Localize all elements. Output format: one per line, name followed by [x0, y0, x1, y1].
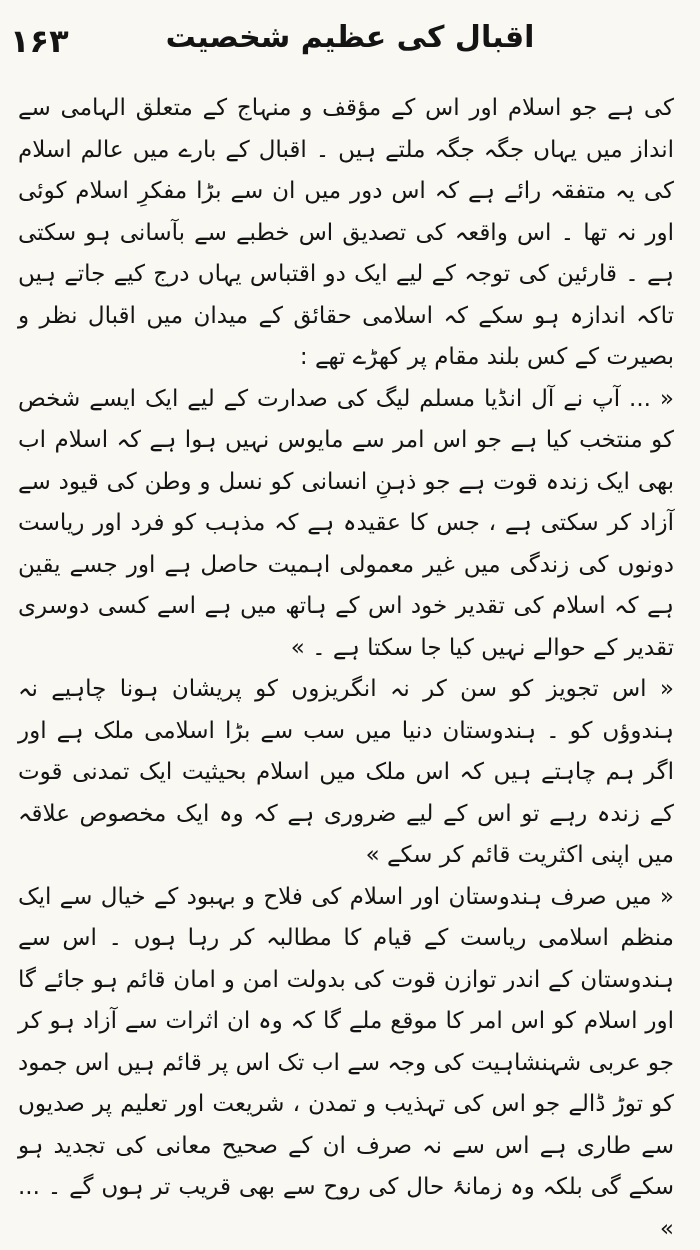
paragraph-quote-2: « اس تجویز کو سن کر نہ انگریزوں کو پریشان ہونا چاہیے نہ ہندوؤں کو ۔ ہندوستان دنیا میں سب سے بڑا اسلامی ملک ہے اور اگر ہم چاہتے ہیں کہ اس ملک میں اسلام بحیثیت ایک تمدنی قوت کے زندہ رہے تو اس کے لیے ضروری ہے کہ وہ ایک مخصوص علاقہ میں اپنی اکثریت قائم کر سکے »: [18, 669, 674, 877]
running-title: اقبال کی عظیم شخصیت: [0, 20, 700, 55]
paragraph-intro: کی ہے جو اسلام اور اس کے مؤقف و منہاج کے متعلق الہامی سے انداز میں یہاں جگہ جگہ ملتے ہیں ۔ اقبال کے بارے میں عالم اسلام کی یہ متفقہ رائے ہے کہ اس دور میں ان سے بڑا مفکرِ اسلام کوئی اور نہ تھا ۔ اس واقعہ کی تصدیق اس خطبے سے بآسانی ہو سکتی ہے ۔ قارئین کی توجہ کے لیے ایک دو اقتباس یہاں درج کیے جاتے ہیں تاکہ اندازہ ہو سکے کہ اسلامی حقائق کے میدان میں اقبال نظر و بصیرت کے کس بلند مقام پر کھڑے تھے :: [18, 88, 674, 379]
body-text: [18, 88, 674, 1250]
page-number: ۱۶۳: [10, 22, 69, 60]
paragraph-quote-1: « ... آپ نے آل انڈیا مسلم لیگ کی صدارت کے لیے ایک ایسے شخص کو منتخب کیا ہے جو اس امر سے مایوس نہیں ہوا ہے کہ اسلام اب بھی ایک زندہ قوت ہے جو ذہنِ انسانی کو نسل و وطن کی قیود سے آزاد کر سکتی ہے ، جس کا عقیدہ ہے کہ مذہب کو فرد اور ریاست دونوں کی زندگی میں غیر معمولی اہمیت حاصل ہے اور جسے یقین ہے کہ اسلام کی تقدیر خود اس کے ہاتھ میں ہے اسے کسی دوسری تقدیر کے حوالے نہیں کیا جا سکتا ہے ۔ »: [18, 379, 674, 670]
paragraph-quote-3: « میں صرف ہندوستان اور اسلام کی فلاح و بہبود کے خیال سے ایک منظم اسلامی ریاست کے قیام کا مطالبہ کر رہا ہوں ۔ اس سے ہندوستان کے اندر توازن قوت کی بدولت امن و امان قائم ہو جائے گا اور اسلام کو اس امر کا موقع ملے گا کہ وہ ان اثرات سے آزاد ہو کر جو عربی شہنشاہیت کی وجہ سے اب تک اس پر قائم ہیں اس جمود کو توڑ ڈالے جو اس کی تہذیب و تمدن ، شریعت اور تعلیم پر صدیوں سے طاری ہے اس سے نہ صرف ان کے صحیح معانی کی تجدید ہو سکے گی بلکہ وہ زمانۂ حال کی روح سے بھی قریب تر ہوں گے ۔ ... »: [18, 877, 674, 1250]
